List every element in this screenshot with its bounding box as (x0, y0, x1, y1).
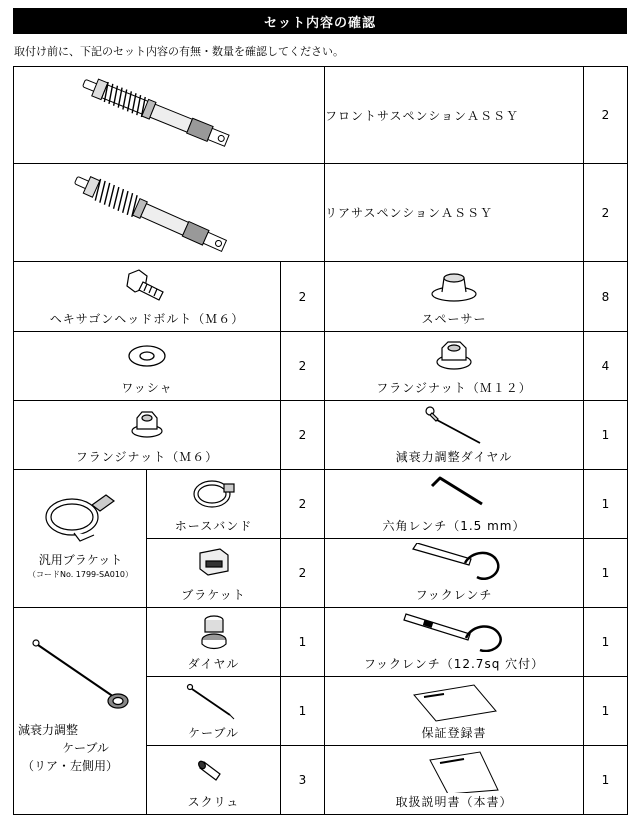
washer-icon (117, 336, 177, 372)
dial-icon (184, 612, 244, 652)
hex-wrench-qty: 1 (584, 470, 628, 539)
flange-nut-m6-name: フランジナット（Ｍ６） (75, 450, 219, 464)
front-suspension-qty: 2 (584, 67, 628, 164)
flange-nut-m12-qty: 4 (584, 332, 628, 401)
general-bracket-group-cell (14, 470, 147, 608)
spacer-icon (424, 266, 484, 306)
cable-icon (174, 681, 254, 721)
spacer-qty: 8 (584, 262, 628, 332)
manual-icon (404, 750, 504, 793)
washer-cell (14, 332, 281, 401)
washer-name: ワッシャ (121, 381, 173, 395)
manual-name: 取扱説明書（本書） (395, 795, 513, 809)
flange-nut-m12-name: フランジナット（Ｍ１２） (376, 381, 532, 395)
bracket-cell (147, 539, 281, 608)
hook-wrench-holed-cell (325, 608, 584, 677)
warranty-name: 保証登録書 (421, 726, 487, 740)
screw-icon (184, 750, 244, 786)
dial-cell (147, 608, 281, 677)
front-suspension-illustration (14, 67, 325, 163)
hex-bolt-cell (14, 262, 281, 332)
cable-qty: 1 (281, 677, 325, 746)
hook-wrench-cell (325, 539, 584, 608)
front-suspension-name: フロントサスペンションＡＳＳＹ (325, 67, 584, 164)
table-row (14, 262, 628, 332)
general-bracket-title: 汎用ブラケット (38, 552, 123, 567)
cable-name: ケーブル (188, 726, 239, 740)
hook-wrench-holed-icon (394, 612, 514, 652)
intro-text: 取付け前に、下記のセット内容の有無・数量を確認してください。 (14, 45, 344, 58)
hook-wrench-holed-qty: 1 (584, 608, 628, 677)
table-row (14, 164, 628, 262)
flange-nut-m6-qty: 2 (281, 401, 325, 470)
rear-suspension-image-cell (14, 164, 325, 262)
warranty-qty: 1 (584, 677, 628, 746)
front-suspension-image-cell (14, 67, 325, 164)
warranty-cell (325, 677, 584, 746)
damping-dial-icon (404, 405, 504, 445)
section-header (13, 8, 627, 34)
warranty-card-icon (404, 681, 504, 724)
section-title: セット内容の確認 (263, 15, 376, 31)
hex-wrench-icon (404, 474, 504, 508)
hose-band-qty: 2 (281, 470, 325, 539)
spacer-name: スペーサー (421, 312, 487, 326)
rear-suspension-illustration (14, 164, 325, 261)
washer-qty: 2 (281, 332, 325, 401)
hook-wrench-icon (399, 543, 509, 583)
hook-wrench-holed-name: フックレンチ（12.7sq 穴付） (363, 657, 545, 671)
damping-cable-line2: ケーブル (62, 741, 109, 755)
hex-bolt-qty: 2 (281, 262, 325, 332)
rear-suspension-name: リアサスペンションＡＳＳＹ (325, 164, 584, 262)
table-row (14, 608, 628, 677)
table-row (14, 470, 628, 539)
screw-qty: 3 (281, 746, 325, 815)
bracket-icon (184, 543, 244, 579)
table-row (14, 67, 628, 164)
hose-band-icon (184, 474, 244, 510)
general-bracket-code: （コードNo. 1799-SA010） (27, 569, 134, 579)
cable-cell (147, 677, 281, 746)
damping-cable-group-cell (14, 608, 147, 815)
damping-cable-line1: 減衰力調整 (18, 723, 79, 737)
spacer-cell (325, 262, 584, 332)
screw-cell (147, 746, 281, 815)
manual-qty: 1 (584, 746, 628, 815)
flange-nut-m6-cell (14, 401, 281, 470)
damping-cable-line3: （リア・左側用） (22, 759, 119, 773)
flange-nut-m12-icon (424, 336, 484, 372)
dial-name: ダイヤル (187, 657, 240, 671)
flange-nut-m12-cell (325, 332, 584, 401)
parts-table (13, 66, 628, 815)
bracket-name: ブラケット (181, 588, 246, 602)
damping-dial-qty: 1 (584, 401, 628, 470)
table-row (14, 332, 628, 401)
hex-wrench-name: 六角レンチ（1.5 mm） (382, 519, 526, 533)
hex-bolt-icon (117, 266, 177, 306)
damping-dial-cell (325, 401, 584, 470)
dial-qty: 1 (281, 608, 325, 677)
table-row (14, 401, 628, 470)
manual-cell (325, 746, 584, 815)
damping-cable-icon (14, 629, 147, 719)
flange-nut-m6-icon (117, 405, 177, 441)
hose-band-cell (147, 470, 281, 539)
hex-wrench-cell (325, 470, 584, 539)
general-bracket-icon (14, 477, 147, 547)
damping-dial-name: 減衰力調整ダイヤル (395, 450, 513, 464)
hose-band-name: ホースバンド (174, 519, 253, 533)
hook-wrench-qty: 1 (584, 539, 628, 608)
hex-bolt-name: ヘキサゴンヘッドボルト（Ｍ６） (49, 312, 245, 326)
screw-name: スクリュ (187, 795, 240, 809)
hook-wrench-name: フックレンチ (415, 588, 493, 602)
bracket-qty: 2 (281, 539, 325, 608)
rear-suspension-qty: 2 (584, 164, 628, 262)
